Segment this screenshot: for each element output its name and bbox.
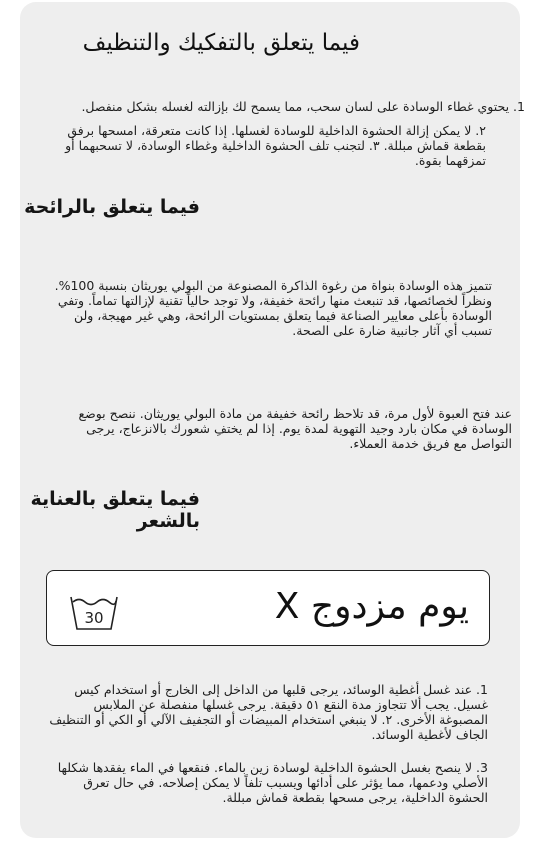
wash-label: يوم مزدوج X: [274, 586, 469, 627]
product-care-card: [20, 2, 525, 838]
odor-title: فيما يتعلق بالرائحة: [24, 196, 200, 218]
odor-paragraph-1: تتميز هذه الوسادة بنواة من رغوة الذاكرة المصنوعة من البولي يوريثان بنسبة 100%. ونظراً لخصائصها، قد تنبعث منها رائحة خفيفة، ولا توجد حالياً تقنية لإزالتها تماماً. وتفي الوسادة بأعلى معايير الصناعة فيما يتعلق بمستويات الرائحة، وهي غير مهيجة، ولن تسبب أي آثار جانبية ضارة على الصحة.: [54, 278, 492, 338]
disassembly-title: فيما يتعلق بالتفكيك والتنظيف: [82, 30, 360, 56]
disassembly-point-1: 1. يحتوي غطاء الوسادة على لسان سحب، مما يسمح لك بإزالته لغسله بشكل منفصل.: [81, 99, 525, 114]
disassembly-point-2-3: ٢. لا يمكن إزالة الحشوة الداخلية للوسادة لغسلها. إذا كانت متعرقة، امسحها برفق بقطعة قماش مبللة. ٣. لتجنب تلف الحشوة الداخلية وغطاء الوسادة، لا تسحبهما أو تمزقهما بقوة.: [65, 123, 486, 168]
care-paragraph-2: 3. لا ينصح بغسل الحشوة الداخلية لوسادة زين بالماء. فنقعها في الماء يفقدها شكلها الأصلي ودعمها، مما يؤثر على أدائها ويسبب تلفاً لا يمكن إصلاحه. في حال تعرق الحشوة الداخلية، يرجى مسحها بقطعة قماش مبللة.: [57, 760, 488, 805]
odor-paragraph-2: عند فتح العبوة لأول مرة، قد تلاحظ رائحة خفيفة من مادة البولي يوريثان. ننصح بوضع الوسادة في مكان بارد وجيد التهوية لمدة يوم. إذا لم يختفِ شعورك بالانزعاج، يرجى التواصل مع فريق خدمة العملاء.: [78, 406, 512, 451]
care-title: فيما يتعلق بالعناية بالشعر: [30, 488, 200, 532]
wash-temperature: 30: [84, 609, 104, 627]
wash-30-icon: [69, 591, 119, 631]
wash-instruction-box: [46, 570, 490, 646]
care-paragraph-1: 1. عند غسل أغطية الوسائد، يرجى قلبها من الداخل إلى الخارج أو استخدام كيس غسيل. يجب ألا تتجاوز مدة النقع ٥١ دقيقة. يرجى غسلها منفصلة عن الملابس المصبوغة الأخرى. ٢. لا ينبغي استخدام المبيضات أو التجفيف الآلي أو الكي أو التنظيف الجاف لأغطية الوسائد.: [49, 682, 488, 742]
